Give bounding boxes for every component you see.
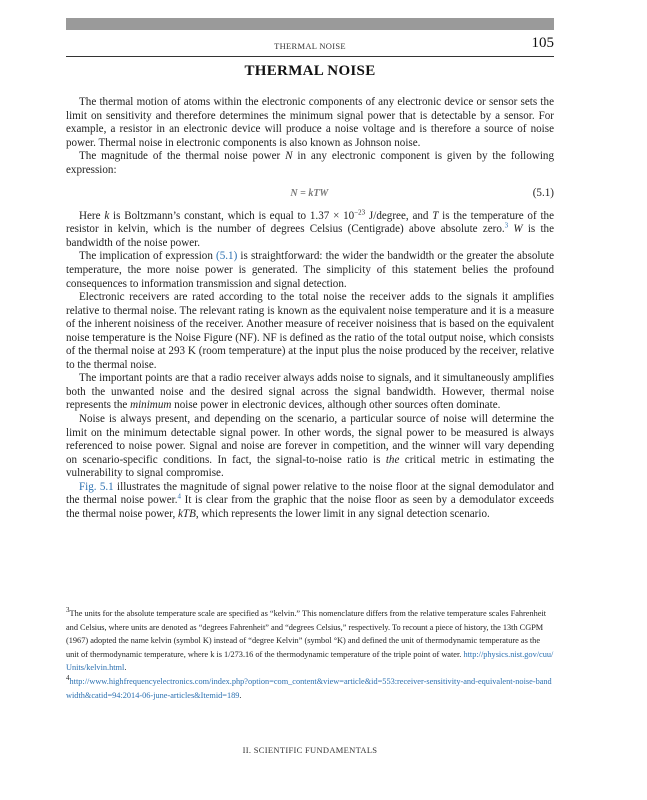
paragraph-5: Electronic receivers are rated according to the total noise the receiver adds to the signals it amplifies relative to thermal noise. The relevant rating is known as the equivalent noise temperature and it is a measure of the inherent noisiness of the receiver. Another measure of receiver noisiness that is based on the equivalent noise temperature is the Noise Figure (NF). NF is defined as the ratio of the total output noise, which consists of the thermal noise at 293 K (room temperature) at the input plus the noise produced by the receiver, relative to the thermal noise. [66, 291, 554, 371]
figure-link[interactable]: Fig. 5.1 [79, 480, 114, 493]
header-bar [66, 18, 554, 30]
footnote-3-link[interactable]: http://physics.nist.gov/cuu/Units/kelvin.html [66, 649, 554, 673]
equation-link[interactable]: (5.1) [216, 250, 238, 263]
page-footer: II. SCIENTIFIC FUNDAMENTALS [242, 745, 378, 755]
footnote-4-link[interactable]: http://www.highfrequencyelectronics.com/index.php?option=com_content&view=article&id=553:receiver-sensitivity-and-equivalent-noise-bandwidth&catid=94:2014-06-june-articles&Itemid=189 [66, 676, 552, 700]
page-number: 105 [531, 35, 554, 51]
body-text [66, 96, 554, 521]
paragraph-7: Noise is always present, and depending on the scenario, a particular source of noise will determine the limit on the minimum detectable signal power. In other words, the signal power to be measured is always referenced to noise power. Signal and noise are forever in competition, and the winner will vary depending on scenario-specific conditions. In fact, the signal-to-noise ratio is the critical metric in estimating the vulnerability to signal compromise. [66, 413, 554, 480]
equation-number: (5.1) [532, 187, 554, 200]
running-title: THERMAL NOISE [274, 41, 346, 51]
footnote-ref-4[interactable]: 4 [177, 492, 182, 501]
equation-5-1 [66, 187, 554, 201]
footnote-4: $^4$http://www.highfrequencyelectronics.com/index.php?option=com_content&view=article&id=553:receiver-sensitivity-and-equivalent-noise-bandwidth&catid=94:2014-06-june-articles&Itemid=189. [66, 674, 552, 700]
section-title: THERMAL NOISE [244, 63, 376, 79]
paragraph-3: Here k is Boltzmann’s constant, which is equal to $1.37 \times 10^{-23}$ J/degree, and T is the temperature of the resistor in kelvin, which is the number of degrees Celsius (Centigrade) above absolute zero.$^3$ W is the bandwidth of the noise power. [66, 208, 555, 249]
paragraph-8: Fig. 5.1 illustrates the magnitude of signal power relative to the noise floor at the signal demodulator and the thermal noise power.$^4$ It is clear from the graphic that the noise floor as seen by a demodulator exceeds the thermal noise power, kTB, which represents the lower limit in any signal detection scenario. [66, 480, 554, 520]
paragraph-2: The magnitude of the thermal noise power N in any electronic component is given by the following expression: [66, 150, 554, 176]
footnotes [66, 607, 554, 702]
footnote-ref-3[interactable]: 3 [504, 221, 509, 230]
footnote-3: $^3$The units for the absolute temperature scale are specified as “kelvin.” This nomenclature differs from the relative temperature scales Fahrenheit and Celsius, where units are denoted as “degrees Fahrenheit” and “degrees Celsius,” respectively. To recount a piece of history, the 13th CGPM (1967) adopted the name kelvin (symbol K) instead of “degree Kelvin” (symbol °K) and defined the unit of thermodynamic temperature as the unit of thermodynamic temperature, where k is 1/273.16 of the thermodynamic temperature of the triple point of water. http://physics.nist.gov/cuu/Units/kelvin.html. [66, 606, 554, 673]
equation-formula: N = kTW [290, 188, 329, 200]
running-head [66, 35, 554, 53]
header-rule [66, 56, 554, 57]
paragraph-6: The important points are that a radio receiver always adds noise to signals, and it simultaneously amplifies both the unwanted noise and the desired signal across the signal bandwidth. However, thermal noise represents the minimum noise power in electronic devices, although other sources often dominate. [66, 372, 554, 412]
paragraph-1: The thermal motion of atoms within the electronic components of any electronic device or sensor sets the limit on sensitivity and therefore determines the minimum signal power that is detectable by a sensor. For example, a resistor in an electronic device will produce a noise voltage and is therefore a source of noise power. Thermal noise in electronic components is also known as Johnson noise. [66, 96, 554, 149]
paragraph-4: The implication of expression (5.1) is straightforward: the wider the bandwidth or the greater the absolute temperature, the more noise power is generated. The simplicity of this statement belies the profound consequences to information transmission and signal detection. [66, 250, 555, 290]
